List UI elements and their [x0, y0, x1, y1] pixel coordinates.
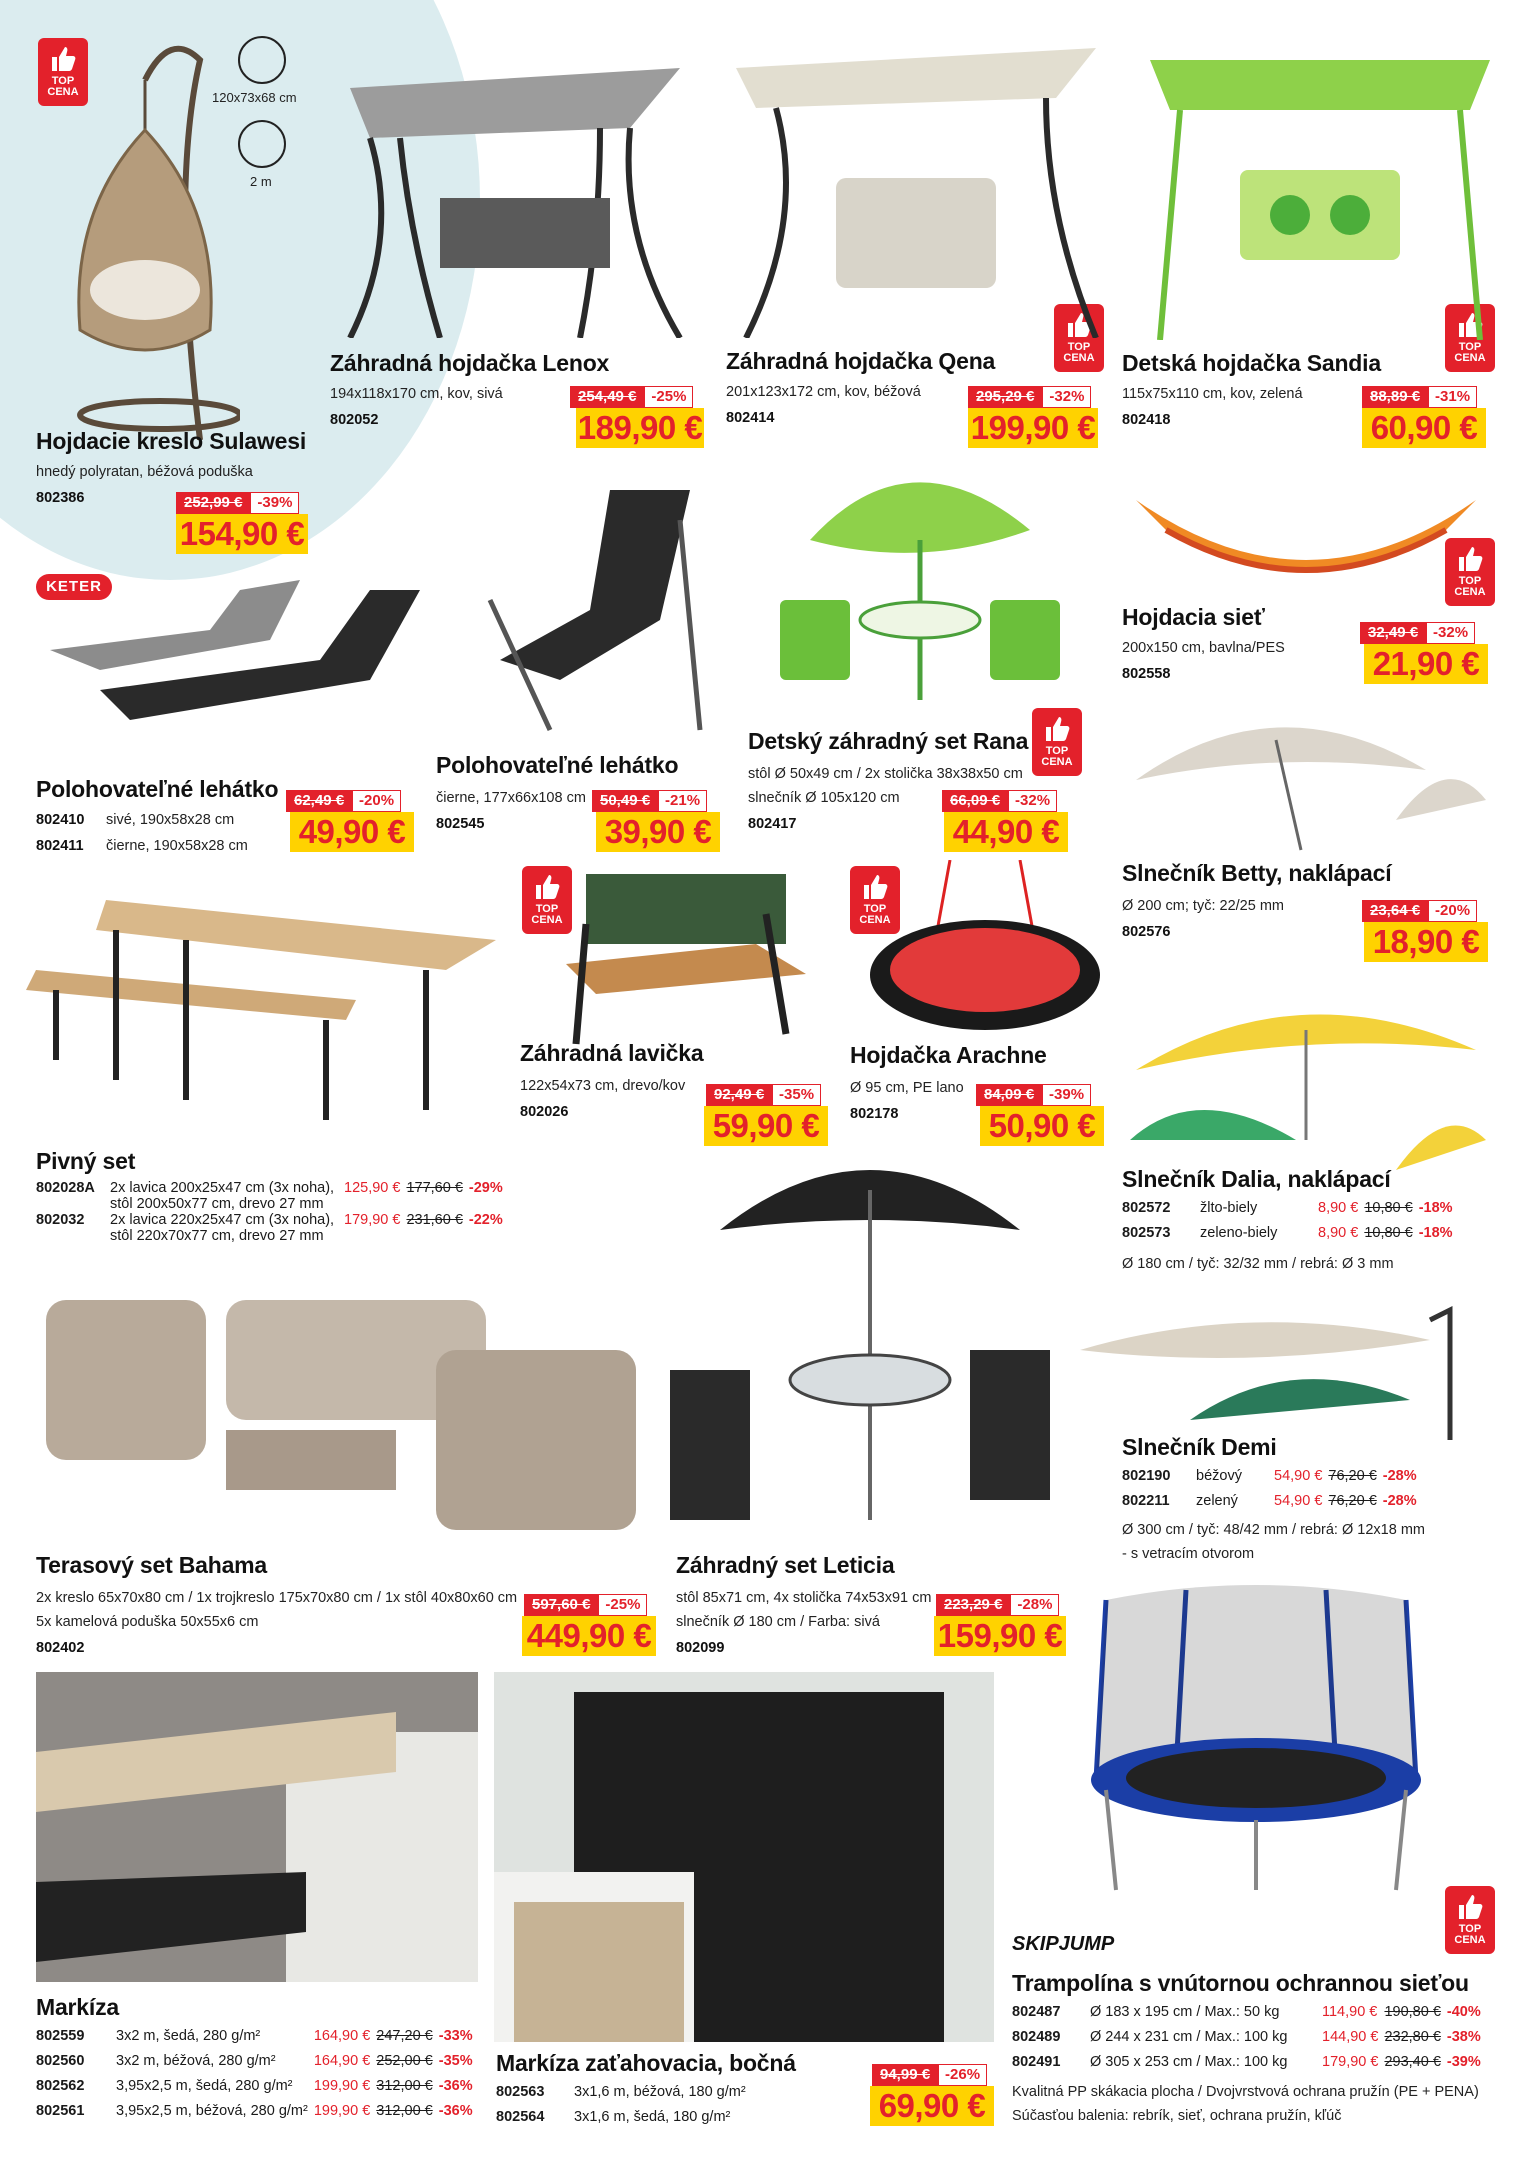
trampoline-image [1086, 1580, 1426, 1900]
product-desc: slnečník Ø 105x120 cm [748, 790, 900, 806]
variant-desc: žlto-biely [1200, 1200, 1258, 1216]
variant-price: 164,90 € [313, 2028, 371, 2044]
product-code: 802411 [36, 838, 84, 854]
top-cena-badge: TOP CENA [1032, 708, 1082, 776]
variant-code: 802211 [1122, 1493, 1170, 1509]
variant-row [496, 2109, 752, 2134]
variant-code: 802487 [1012, 2004, 1061, 2020]
variant-desc: Ø 183 x 195 cm / Max.: 50 kg [1090, 2004, 1280, 2020]
variant-discount: -33% [438, 2028, 473, 2044]
parasol-dalia-image [1126, 990, 1488, 1180]
variant-code: 802559 [36, 2028, 85, 2044]
variant-old-price: 10,80 € [1364, 1200, 1413, 1216]
discount: -31% [1428, 386, 1477, 408]
variant-discount: -18% [1418, 1200, 1453, 1216]
old-price-row [592, 790, 707, 812]
old-price-row [936, 1594, 1059, 1616]
variant-old-price: 232,80 € [1384, 2029, 1441, 2045]
product-title: Detský záhradný set Rana [748, 728, 1029, 754]
product-desc: Ø 200 cm; tyč: 22/25 mm [1122, 898, 1284, 914]
product-code: 802418 [1122, 412, 1171, 428]
discount: -26% [938, 2064, 987, 2086]
kids-garden-set-image [770, 450, 1070, 710]
product-title: Hojdačka Arachne [850, 1042, 1047, 1068]
old-price: 88,89 € [1362, 386, 1428, 408]
product-title: Pivný set [36, 1148, 136, 1174]
variant-desc: 3x2 m, šedá, 280 g/m² [116, 2028, 261, 2044]
thumbs-up-icon [1455, 1892, 1485, 1922]
product-title: Záhradná hojdačka Qena [726, 348, 996, 374]
recliner-image [460, 480, 730, 740]
old-price-row [286, 790, 401, 812]
side-awning-image [494, 1672, 994, 2042]
variant-row [1012, 2004, 1487, 2029]
product-code: 802052 [330, 412, 379, 428]
variant-price: 199,90 € [313, 2103, 371, 2119]
old-price-row [570, 386, 693, 408]
product-desc: sivé, 190x58x28 cm [106, 812, 235, 828]
variant-price: 114,90 € [1322, 2004, 1378, 2020]
parasol-demi-image [1070, 1290, 1500, 1440]
old-price-row [968, 386, 1091, 408]
variant-price: 144,90 € [1322, 2029, 1379, 2045]
thumbs-up-icon [1042, 714, 1072, 744]
variant-desc: 3x1,6 m, šedá, 180 g/m² [574, 2109, 731, 2125]
discount: -20% [352, 790, 401, 812]
variant-code: 802032 [36, 1212, 85, 1228]
price: 44,90 € [944, 812, 1068, 852]
variant-row [1122, 1200, 1459, 1225]
variant-desc: zelený [1196, 1493, 1238, 1509]
variant-desc: Ø 305 x 253 cm / Max.: 100 kg [1090, 2054, 1288, 2070]
kids-swing-image [1140, 40, 1500, 340]
variant-discount: -28% [1382, 1493, 1417, 1509]
variant-row [1012, 2054, 1487, 2079]
discount: -21% [658, 790, 707, 812]
variant-discount: -22% [468, 1212, 503, 1228]
discount: -25% [598, 1594, 647, 1616]
swing-lenox-image [330, 38, 700, 338]
product-note: Kvalitná PP skákacia plocha / Dvojvrstvová ochrana pružín (PE + PENA) [1012, 2084, 1479, 2100]
variant-code: 802190 [1122, 1468, 1171, 1484]
variant-desc: 2x lavica 200x25x47 cm (3x noha), stôl 200x50x77 cm, drevo 27 mm [110, 1180, 335, 1212]
variant-discount: -38% [1446, 2029, 1481, 2045]
old-price: 84,09 € [976, 1084, 1042, 1106]
price: 50,90 € [980, 1106, 1104, 1146]
top-cena-badge: TOP CENA [522, 866, 572, 934]
awning-image [36, 1672, 478, 1982]
variant-old-price: 247,20 € [376, 2028, 433, 2044]
product-desc: 115x75x110 cm, kov, zelená [1122, 386, 1303, 402]
variant-desc: 3,95x2,5 m, šedá, 280 g/m² [116, 2078, 293, 2094]
product-title: Záhradný set Leticia [676, 1552, 895, 1578]
variant-table [36, 1180, 509, 1244]
old-price: 23,64 € [1362, 900, 1428, 922]
variant-row [36, 2028, 479, 2053]
old-price-row [942, 790, 1057, 812]
product-code: 802414 [726, 410, 775, 426]
discount: -32% [1008, 790, 1057, 812]
product-code: 802417 [748, 816, 797, 832]
variant-price: 54,90 € [1274, 1468, 1323, 1484]
old-price: 94,99 € [872, 2064, 938, 2086]
price: 49,90 € [290, 812, 414, 852]
old-price: 597,60 € [524, 1594, 598, 1616]
old-price-row [976, 1084, 1091, 1106]
variant-code: 802561 [36, 2103, 85, 2119]
garden-set-leticia-image [660, 1150, 1060, 1550]
variant-price: 8,90 € [1318, 1200, 1359, 1216]
product-note: Súčasťou balenia: rebrík, sieť, ochrana pružín, kľúč [1012, 2108, 1342, 2124]
variant-old-price: 76,20 € [1328, 1468, 1377, 1484]
top-cena-badge: TOP CENA [1445, 304, 1495, 372]
old-price-row [872, 2064, 987, 2086]
variant-old-price: 252,00 € [376, 2053, 433, 2069]
old-price: 254,49 € [570, 386, 644, 408]
variant-code: 802573 [1122, 1225, 1171, 1241]
variant-discount: -35% [438, 2053, 473, 2069]
variant-table [496, 2084, 752, 2134]
keter-logo: KETER [36, 574, 112, 600]
product-title: Záhradná hojdačka Lenox [330, 350, 610, 376]
product-desc: 201x123x172 cm, kov, béžová [726, 384, 921, 400]
variant-code: 802563 [496, 2084, 545, 2100]
old-price-row [1362, 386, 1477, 408]
product-desc: Ø 95 cm, PE lano [850, 1080, 964, 1096]
price: 69,90 € [870, 2086, 994, 2126]
variant-row [36, 1212, 509, 1244]
variant-desc: Ø 244 x 231 cm / Max.: 100 kg [1090, 2029, 1288, 2045]
old-price: 50,49 € [592, 790, 658, 812]
variant-code: 802564 [496, 2109, 545, 2125]
variant-price: 54,90 € [1274, 1493, 1323, 1509]
top-cena-badge: TOP CENA [850, 866, 900, 934]
old-price-row [1362, 900, 1477, 922]
product-note: Ø 180 cm / tyč: 32/32 mm / rebrá: Ø 3 mm [1122, 1256, 1394, 1272]
swing-qena-image [726, 38, 1106, 338]
product-desc: 2x kreslo 65x70x80 cm / 1x trojkreslo 175x70x80 cm / 1x stôl 40x80x60 cm [36, 1590, 518, 1606]
product-desc: 200x150 cm, bavlna/PES [1122, 640, 1285, 656]
price: 199,90 € [968, 408, 1098, 448]
discount: -28% [1010, 1594, 1059, 1616]
variant-price: 179,90 € [344, 1212, 401, 1228]
old-price: 252,99 € [176, 492, 250, 514]
top-cena-badge: TOP CENA [1445, 1886, 1495, 1954]
product-desc: 122x54x73 cm, drevo/kov [520, 1078, 686, 1094]
price: 154,90 € [176, 514, 308, 554]
terrace-set-image [36, 1290, 646, 1540]
product-desc: hnedý polyratan, béžová poduška [36, 464, 253, 480]
bench-image [556, 864, 816, 1054]
spec-height: 2 m [250, 174, 272, 189]
old-price: 62,49 € [286, 790, 352, 812]
variant-old-price: 312,00 € [376, 2103, 433, 2119]
price: 39,90 € [596, 812, 720, 852]
product-code: 802576 [1122, 924, 1171, 940]
variant-old-price: 190,80 € [1384, 2004, 1441, 2020]
old-price-row [524, 1594, 647, 1616]
price: 159,90 € [934, 1616, 1066, 1656]
price: 60,90 € [1362, 408, 1486, 448]
product-title: Markíza zaťahovacia, bočná [496, 2050, 796, 2076]
variant-row [1122, 1468, 1423, 1493]
variant-old-price: 177,60 € [406, 1180, 463, 1196]
variant-row [1122, 1225, 1459, 1250]
old-price: 32,49 € [1360, 622, 1426, 644]
product-title: Polohovateľné lehátko [36, 776, 279, 802]
product-desc: slnečník Ø 180 cm / Farba: sivá [676, 1614, 880, 1630]
variant-discount: -40% [1446, 2004, 1481, 2020]
product-code: 802386 [36, 490, 85, 506]
variant-code: 802028A [36, 1180, 95, 1196]
price: 189,90 € [577, 409, 703, 446]
product-note: Ø 300 cm / tyč: 48/42 mm / rebrá: Ø 12x18 mm [1122, 1522, 1425, 1538]
top-cena-badge: TOP CENA [1445, 538, 1495, 606]
skipjump-logo: SKIPJUMP [1012, 1933, 1115, 1955]
discount: -39% [250, 492, 299, 514]
top-cena-badge: TOP CENA [1054, 304, 1104, 372]
price: 449,90 € [522, 1616, 656, 1656]
product-desc: stôl 85x71 cm, 4x stolička 74x53x91 cm [676, 1590, 932, 1606]
product-code: 802402 [36, 1640, 85, 1656]
price: 21,90 € [1364, 644, 1488, 684]
variant-row [1122, 1493, 1423, 1518]
product-desc: 194x118x170 cm, kov, sivá [330, 386, 503, 402]
discount: -32% [1426, 622, 1475, 644]
old-price-row [176, 492, 299, 514]
variant-row [1012, 2029, 1487, 2054]
variant-discount: -36% [438, 2103, 473, 2119]
variant-row [36, 2103, 479, 2128]
hammock-image [1126, 470, 1488, 600]
variant-desc: zeleno-biely [1200, 1225, 1278, 1241]
product-desc: 5x kamelová poduška 50x55x6 cm [36, 1614, 259, 1630]
variant-discount: -29% [468, 1180, 503, 1196]
product-title: Terasový set Bahama [36, 1552, 268, 1578]
product-code: 802410 [36, 812, 85, 828]
discount: -20% [1428, 900, 1477, 922]
top-cena-badge: TOP CENA [38, 38, 88, 106]
old-price-row [706, 1084, 821, 1106]
product-desc: čierne, 190x58x28 cm [106, 838, 248, 854]
variant-price: 8,90 € [1318, 1225, 1359, 1241]
variant-code: 802572 [1122, 1200, 1171, 1216]
variant-price: 199,90 € [313, 2078, 371, 2094]
variant-row [36, 1180, 509, 1212]
variant-desc: béžový [1196, 1468, 1242, 1484]
variant-table [1012, 2004, 1487, 2079]
variant-code: 802560 [36, 2053, 85, 2069]
variant-code: 802562 [36, 2078, 85, 2094]
product-code: 802178 [850, 1106, 899, 1122]
variant-old-price: 10,80 € [1364, 1225, 1413, 1241]
variant-row [36, 2053, 479, 2078]
discount: -39% [1042, 1084, 1091, 1106]
variant-desc: 3x1,6 m, béžová, 180 g/m² [574, 2084, 746, 2100]
variant-row [496, 2084, 752, 2109]
old-price: 66,09 € [942, 790, 1008, 812]
variant-old-price: 293,40 € [1384, 2054, 1441, 2070]
old-price: 295,29 € [968, 386, 1042, 408]
product-title: Trampolína s vnútornou ochrannou sieťou [1012, 1970, 1469, 1996]
product-title: Hojdacia sieť [1122, 604, 1265, 630]
nest-swing-image [860, 860, 1110, 1040]
product-title: Slnečník Dalia, naklápací [1122, 1166, 1391, 1192]
discount: -32% [1042, 386, 1091, 408]
variant-old-price: 76,20 € [1328, 1493, 1377, 1509]
product-note: - s vetracím otvorom [1122, 1546, 1255, 1562]
product-title: Slnečník Betty, naklápací [1122, 860, 1392, 886]
variant-code: 802491 [1012, 2054, 1061, 2070]
variant-old-price: 231,60 € [406, 1212, 463, 1228]
product-title: Detská hojdačka Sandia [1122, 350, 1381, 376]
product-desc: čierne, 177x66x108 cm [436, 790, 586, 806]
variant-desc: 3x2 m, béžová, 280 g/m² [116, 2053, 276, 2069]
variant-desc: 2x lavica 220x25x47 cm (3x noha), stôl 220x70x77 cm, drevo 27 mm [110, 1212, 335, 1244]
product-code: 802026 [520, 1104, 569, 1120]
variant-discount: -36% [438, 2078, 473, 2094]
variant-code: 802489 [1012, 2029, 1061, 2045]
product-code: 802099 [676, 1640, 725, 1656]
variant-table [1122, 1200, 1459, 1250]
product-title: Markíza [36, 1994, 119, 2020]
variant-discount: -28% [1382, 1468, 1417, 1484]
price: 18,90 € [1364, 922, 1488, 962]
variant-price: 179,90 € [1322, 2054, 1379, 2070]
product-code: 802558 [1122, 666, 1171, 682]
variant-discount: -39% [1446, 2054, 1481, 2070]
dimensions-icon [238, 36, 286, 84]
discount: -35% [772, 1084, 821, 1106]
price: 59,90 € [704, 1106, 828, 1146]
product-desc: stôl Ø 50x49 cm / 2x stolička 38x38x50 cm [748, 766, 1023, 782]
product-title: Záhradná lavička [520, 1040, 704, 1066]
variant-table [36, 2028, 479, 2128]
variant-price: 164,90 € [313, 2053, 371, 2069]
old-price: 92,49 € [706, 1084, 772, 1106]
old-price-row [1360, 622, 1475, 644]
variant-discount: -18% [1418, 1225, 1453, 1241]
spec-dimensions: 120x73x68 cm [212, 90, 297, 105]
variant-old-price: 312,00 € [376, 2078, 433, 2094]
product-title: Polohovateľné lehátko [436, 752, 679, 778]
product-title: Hojdacie kreslo Sulawesi [36, 428, 307, 454]
height-icon [238, 120, 286, 168]
variant-desc: 3,95x2,5 m, béžová, 280 g/m² [116, 2103, 308, 2119]
variant-table [1122, 1468, 1423, 1518]
product-title: Slnečník Demi [1122, 1434, 1277, 1460]
product-code: 802545 [436, 816, 485, 832]
variant-row [36, 2078, 479, 2103]
beer-set-image [26, 880, 506, 1130]
variant-price: 125,90 € [344, 1180, 401, 1196]
parasol-betty-image [1126, 700, 1486, 860]
old-price: 223,29 € [936, 1594, 1010, 1616]
discount: -25% [644, 386, 693, 408]
lounger-image [40, 570, 420, 750]
